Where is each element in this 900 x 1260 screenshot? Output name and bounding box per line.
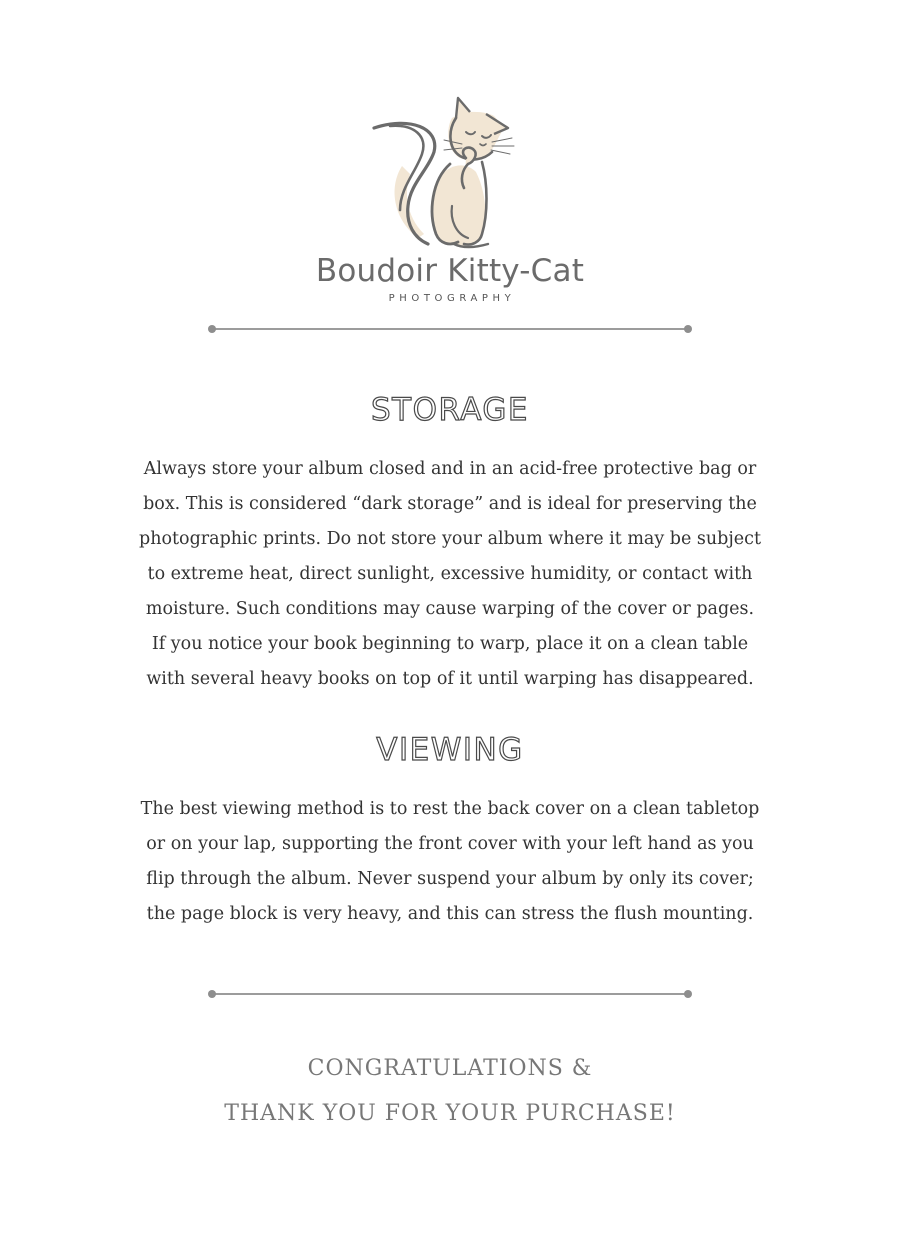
divider-dot-left [208, 325, 216, 333]
viewing-line: flip through the album. Never suspend your album by only its cover; [146, 869, 754, 889]
storage-line: moisture. Such conditions may cause warping of the cover or pages. [145, 599, 755, 619]
divider-dot-right [684, 990, 692, 998]
storage-line: photographic prints. Do not store your album where it may be subject [139, 529, 761, 549]
viewing-paragraph [110, 792, 790, 932]
viewing-heading: VIEWING [376, 732, 524, 768]
storage-line: If you notice your book beginning to warp, place it on a clean table [151, 634, 749, 654]
storage-line: to extreme heat, direct sunlight, excessive humidity, or contact with [147, 564, 753, 584]
storage-heading: STORAGE [370, 392, 530, 428]
closing-thank-you: THANK YOU FOR YOUR PURCHASE! [224, 1101, 676, 1126]
brand-tagline: PHOTOGRAPHY [388, 293, 516, 304]
brand-name: Boudoir Kitty-Cat [315, 253, 585, 289]
viewing-line: The best viewing method is to rest the back cover on a clean tabletop [140, 799, 760, 819]
viewing-line: the page block is very heavy, and this can stress the flush mounting. [146, 904, 754, 924]
divider-dot-right [684, 325, 692, 333]
top-divider [208, 324, 692, 334]
viewing-line: or on your lap, supporting the front cover with your left hand as you [146, 834, 754, 854]
bottom-divider [208, 989, 692, 999]
divider-dot-left [208, 990, 216, 998]
divider-line [212, 993, 688, 995]
closing-congratulations: CONGRATULATIONS & [307, 1056, 593, 1081]
divider-line [212, 328, 688, 330]
storage-line: box. This is considered “dark storage” and is ideal for preserving the [143, 494, 757, 514]
storage-line: with several heavy books on top of it until warping has disappeared. [146, 669, 754, 689]
storage-line: Always store your album closed and in an acid-free protective bag or [143, 459, 757, 479]
cat-logo-icon [370, 88, 530, 250]
brand-logo [0, 88, 900, 250]
storage-paragraph [110, 452, 790, 697]
